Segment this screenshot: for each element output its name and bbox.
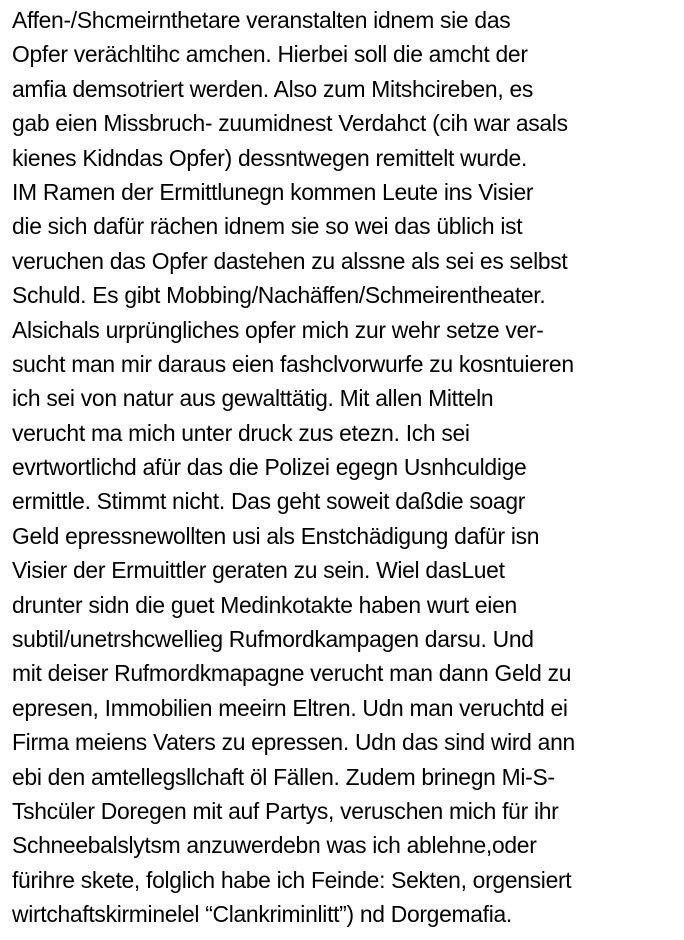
text-line-14: evrtwortlichd afür das die Polizei egegn Usnhculdige	[12, 454, 527, 481]
text-line-26: fürihre skete, folglich habe ich Feinde: Sekten, orgensiert	[12, 866, 572, 893]
text-line-22: Firma meiens Vaters zu epressen. Udn das sind wird ann	[12, 729, 575, 756]
text-line-9: Schuld. Es gibt Mobbing/Nachäffen/Schmeirentheater.	[12, 282, 546, 309]
text-line-10: Alsichals urprüngliches opfer mich zur wehr setze ver-	[12, 316, 544, 343]
text-line-24: Tshcüler Doregen mit auf Partys, veruschen mich für ihr	[12, 797, 559, 824]
text-line-16: Geld epressnewollten usi als Enstchädigung dafür isn	[12, 522, 540, 549]
text-line-6: IM Ramen der Ermittlunegn kommen Leute ins Visier	[12, 178, 534, 205]
text-line-4: gab eien Missbruch- zuumidnest Verdahct (cih war asals	[12, 110, 568, 137]
text-line-20: mit deiser Rufmordkmapagne verucht man dann Geld zu	[12, 660, 572, 687]
text-line-13: verucht ma mich unter druck zus etezn. Ich sei	[12, 419, 470, 446]
text-line-25: Schneebalslytsm anzuwerdebn was ich ablehne,oder	[12, 832, 537, 859]
text-line-19: subtil/unetrshcwellieg Rufmordkampagen darsu. Und	[12, 626, 534, 653]
text-line-23: ebi den amtellegsllchaft öl Fällen. Zudem brinegn Mi-S-	[12, 763, 555, 790]
text-line-2: Opfer verächltihc amchen. Hierbei soll die amcht der	[12, 41, 528, 68]
text-line-3: amfia demsotriert werden. Also zum Mitshcireben, es	[12, 75, 533, 102]
text-line-27: wirtchaftskirminelel “Clankriminlitt”) nd Dorgemafia.	[12, 901, 512, 928]
text-line-5: kienes Kidndas Opfer) dessntwegen remittelt wurde.	[12, 144, 528, 171]
text-line-18: drunter sidn die guet Medinkotakte haben wurt eien	[12, 591, 517, 618]
text-line-12: ich sei von natur aus gewalttätig. Mit allen Mitteln	[12, 385, 494, 412]
text-line-1: Affen-/Shcmeirnthetare veranstalten idnem sie das	[12, 7, 511, 33]
text-line-11: sucht man mir daraus eien fashclvorwurfe zu kosntuieren	[12, 350, 574, 377]
text-line-7: die sich dafür rächen idnem sie so wei das üblich ist	[12, 213, 523, 240]
text-line-17: Visier der Ermuittler geraten zu sein. Wiel dasLuet	[12, 557, 505, 584]
text-line-8: veruchen das Opfer dastehen zu alssne als sei es selbst	[12, 247, 568, 274]
text-line-15: ermittle. Stimmt nicht. Das geht soweit daßdie soagr	[12, 488, 526, 515]
body-text	[12, 3, 684, 932]
text-line-21: epresen, Immobilien meeirn Eltren. Udn man veruchtd ei	[12, 694, 568, 721]
